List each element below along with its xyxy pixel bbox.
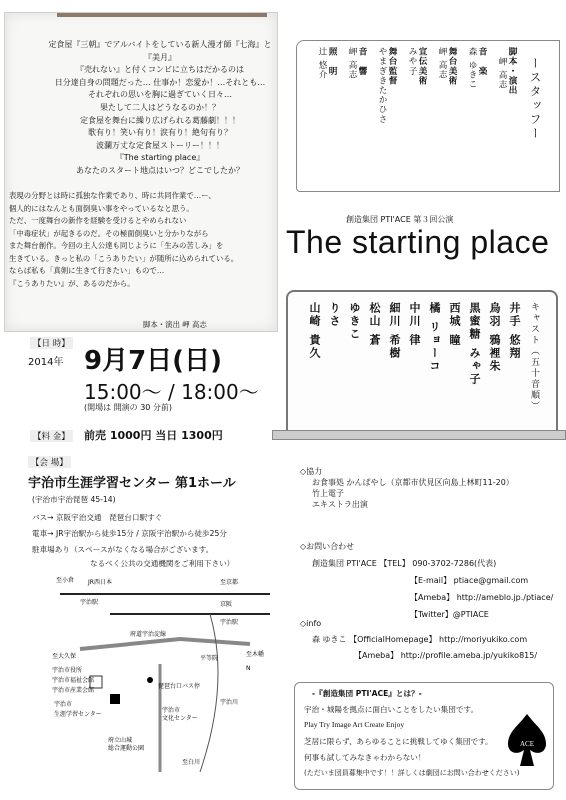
staff-panel (296, 40, 560, 192)
group-line: 宇治・城陽を拠点に面白いことをしたい集団です。 (304, 705, 479, 714)
cast-name: りさ (328, 302, 341, 328)
logo-text: PT I (520, 720, 534, 728)
scroll-rod (57, 13, 267, 17)
cooperation-label: ◇協力 (300, 467, 323, 476)
map-label: 至大久保 (52, 653, 77, 660)
contact-phone[interactable]: 創造集団 PTI'ACE 【TEL】 090-3702-7286(代表) (312, 559, 497, 568)
story-line: ただ、一度舞台の新作を経験を受けるとやめられない (9, 216, 187, 225)
map-label: 文化センター (162, 715, 198, 722)
cast-name: 井手 悠翔 (508, 302, 521, 360)
director-note (9, 190, 277, 290)
venue-address: (宇治市宇治琵琶 45-14) (32, 495, 116, 504)
contact-ameba[interactable]: 【Ameba】 http://ameblo.jp./ptiace/ (410, 593, 554, 602)
producer-line: 創造集団 PTI'ACE 第３回公演 (346, 215, 454, 224)
spade-logo-icon (506, 712, 548, 772)
staff-entry: 舞台監督 やまぎきたかひさ (377, 47, 397, 124)
map-label: 宇治駅 (80, 599, 99, 606)
contact-email[interactable]: 【E-mail】 ptiace@gmail.com (410, 576, 529, 585)
map-label: 宇治市福祉会館 (52, 677, 95, 684)
group-line: 芝居に限らず、あらゆることに挑戦してゆく集団です。 (304, 737, 493, 746)
cast-name: 松山 蒼 (368, 302, 381, 347)
cast-name: 橘 リョーコ (428, 302, 441, 373)
map-label: 生涯学習センター (54, 711, 102, 718)
cast-name: 西城 瞳 (448, 302, 461, 347)
map-label: 至小倉 (56, 577, 75, 584)
contact-section (300, 538, 553, 623)
story-line: 「中毒症状」が起きるのだ。その極面倒臭いと分かりながら (9, 228, 209, 238)
blurb-line: 果たして二人はどうなるのか！？ (100, 102, 220, 112)
blurb-line: 日分達自身の問題だった… 仕事か！恋愛か！…それとも… (54, 77, 266, 87)
staff-heading: ースタッフー (528, 57, 542, 141)
synopsis-blurb (45, 39, 275, 178)
access-map (50, 574, 280, 772)
story-line: 表現の分野とは時に孤独な作業であり、時に共同作業で…ー、 (9, 191, 216, 200)
doors-open-note: (開場は 開演の 30 分前) (84, 403, 173, 412)
blurb-line: あなたのスタート地点はいつ？どこでしたか？ (76, 165, 244, 175)
venue-name: 宇治市生涯学習センター 第1ホール (28, 476, 236, 491)
info-label: ◇info (300, 619, 322, 628)
story-scroll (4, 12, 278, 332)
venue-label: 【会 場】 (28, 456, 71, 468)
date-day: 9月7日(日) (84, 346, 222, 376)
contact-label: ◇お問い合わせ (300, 542, 355, 551)
author-credit: 脚本・演出 岬 高志 (143, 320, 207, 329)
staff-entry: 舞台美術 岬 高志 (437, 47, 457, 86)
map-label: 宇治市役所 (52, 667, 83, 674)
cast-board (286, 290, 558, 434)
map-label: 府道宇治淀線 (130, 631, 167, 638)
map-label: 京阪 (220, 601, 233, 608)
train-access: 電車→ JR宇治駅から徒歩15分 / 京阪宇治駅から徒歩25分 (32, 529, 227, 538)
map-label: 府立山城 (108, 737, 133, 744)
ameba-profile-link[interactable]: 【Ameba】 http://profile.ameba.jp/yukiko815/ (354, 651, 538, 660)
blurb-line: 『The starting place』 (115, 153, 205, 163)
date-label: 【日 時】 (30, 337, 73, 349)
cast-name: ゆきこ (348, 302, 361, 341)
parking-note: 駐車場あり（スペースがなくなる場合がございます。 (32, 545, 214, 554)
blurb-line: それぞれの思いを胸に過ぎていく日々… (88, 90, 232, 100)
story-line: また舞台創作。今回の主人公達も同じように「生みの苦しみ」を (9, 241, 224, 250)
map-label: 総合運動公園 (108, 745, 145, 752)
bus-stop-icon (147, 677, 153, 683)
info-section (300, 616, 537, 664)
group-title: -『創造集団 PTI'ACE』とは？- (312, 689, 422, 698)
map-label: 至白川 (182, 759, 201, 766)
blurb-line: 歌有り！笑い有り！涙有り！絶句有り？ (88, 128, 232, 138)
group-line: Play Try Image Art Create Enjoy (304, 720, 405, 729)
cast-heading: キャスト（五十音順） (529, 302, 539, 412)
blurb-line: 定食屋『三朝』でアルバイトをしている新人漫才師『七海』と『美月』 (48, 40, 272, 62)
cast-name: 黒蜜糖 みゃ子 (468, 302, 481, 386)
cooperation-item: 竹上電子 (312, 489, 344, 498)
board-base (272, 430, 566, 440)
price-label: 【料 金】 (30, 430, 73, 442)
north-icon: N (246, 665, 251, 672)
cast-name: 山崎 貴久 (308, 302, 321, 360)
group-line: (ただいま団員募集中です！！詳しくは劇団にお問い合わせください) (304, 769, 520, 777)
map-label: 宇治市 (162, 707, 181, 714)
page-title: The starting place (286, 224, 550, 260)
blurb-line: 定食屋を舞台に繰り広げられる葛藤劇！！！ (80, 115, 240, 125)
map-label: 琵琶台口バス停 (158, 683, 201, 690)
map-label: 宇治駅 (220, 619, 239, 626)
group-line: 何事も試してみなきゃわからない！ (304, 753, 426, 762)
map-label: 宇治市産業会館 (52, 687, 95, 694)
map-label: 至木幡 (246, 651, 265, 658)
cast-name: 中川 律 (408, 302, 421, 347)
staff-entry: 音 楽 森 ゆきこ (467, 47, 487, 90)
cast-name: 細川 希樹 (388, 302, 401, 360)
cast-name: 烏羽 鴉裡朱 (488, 302, 501, 373)
cooperation-item: エキストラ出演 (312, 500, 368, 509)
cooperation-item: お食事処 かんぱやし（京都市伏見区向島上林町11-20） (312, 478, 514, 487)
bus-access: バス→ 京阪宇治交通 琵琶台口駅すぐ (32, 513, 163, 522)
venue-marker-icon (110, 694, 120, 704)
story-line: 『こうありたい』が、あるのだから。 (9, 278, 135, 288)
map-label: 宇治市 (54, 701, 73, 708)
blurb-line: 波瀾万丈な定食屋ストーリー！！！ (96, 140, 224, 150)
staff-entry: 照 明 辻 悠介 (317, 47, 337, 80)
staff-entry: 宣伝美術 みや子 (407, 47, 427, 86)
logo-text: ACE (520, 740, 534, 748)
official-homepage-link[interactable]: 森 ゆきこ 【OfficialHomepage】 http://moriyukiko.com (312, 635, 528, 644)
date-year: 2014年 (28, 357, 64, 368)
staff-entry: 脚本・演出 岬 高志 (497, 47, 517, 95)
map-label: 至京都 (220, 579, 239, 586)
ticket-price: 前売 1000円 当日 1300円 (84, 429, 223, 442)
contact-twitter[interactable]: 【Twitter】@PTIACE (410, 610, 489, 619)
story-line: ならば私も「真剣に生きて行きたい」もので… (9, 266, 165, 275)
map-label: JR西日本 (88, 579, 112, 586)
show-times: 15:00〜 / 18:00〜 (84, 380, 259, 404)
map-label: 平等院 (200, 655, 219, 662)
story-line: 生きている。きっと私の「こうありたい」が随所に込められている。 (9, 253, 239, 263)
parking-note-2: なるべく公共の交通機関をご利用下さい） (90, 559, 235, 568)
blurb-line: 『売れない』と付くコンビに立ちはだかるのは (76, 65, 244, 75)
staff-entry: 音 響 岬 高志 (347, 47, 367, 80)
story-line: 個人的にはなんとも面倒臭い事をやっているなと思う。 (9, 203, 194, 213)
cooperation-section (300, 466, 514, 510)
map-label: 宇治川 (220, 699, 239, 706)
